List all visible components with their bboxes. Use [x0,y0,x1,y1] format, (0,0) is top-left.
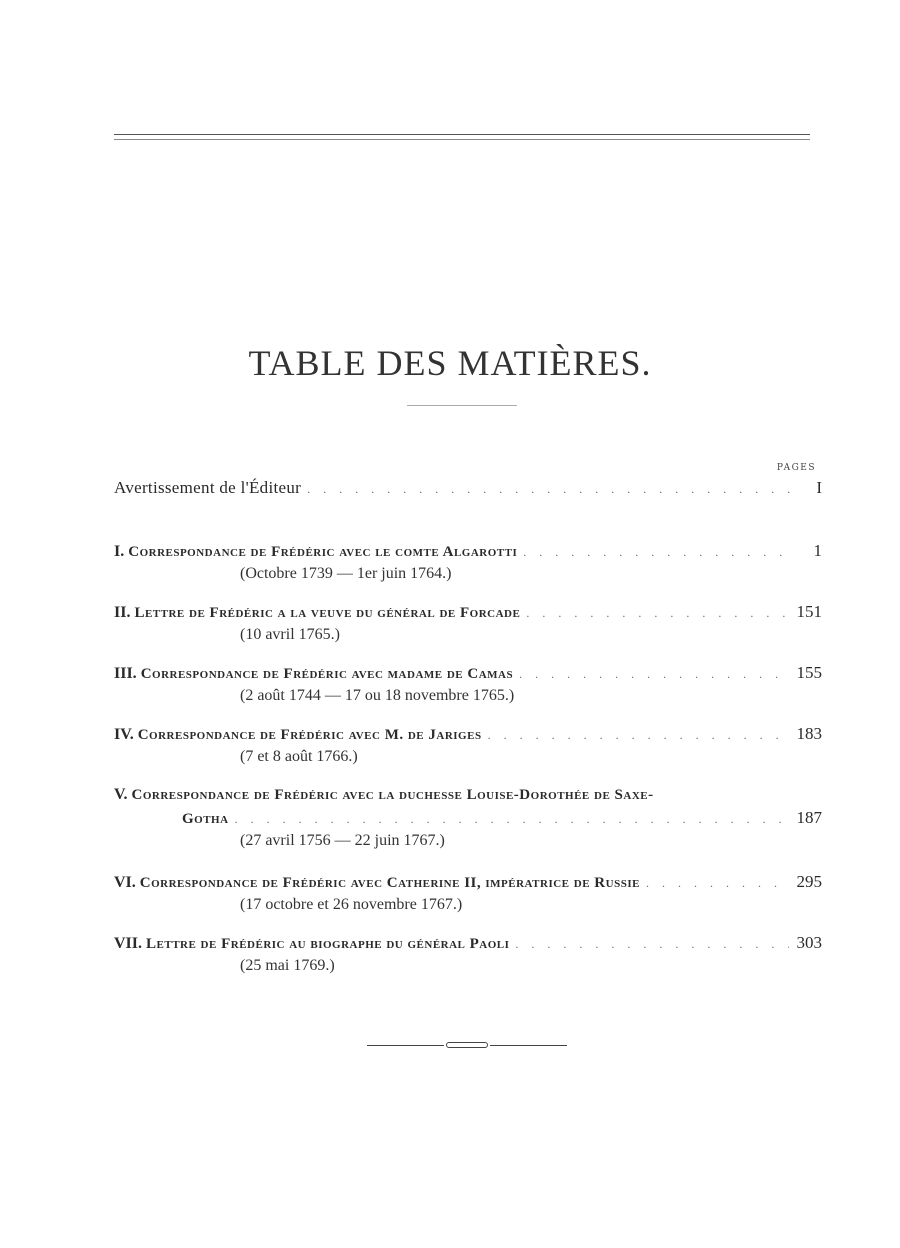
entry-page: 155 [796,663,822,682]
leader-dots [515,937,788,952]
entry-dates: (25 mai 1769.) [240,957,335,974]
toc-entry-2[interactable] [114,602,822,644]
entry-numeral: VII. [114,935,143,952]
entry-numeral: I. [114,543,125,560]
avertissement-label: Avertissement de l'Éditeur [114,478,302,497]
leader-dots [526,606,788,621]
leader-dots [523,545,794,560]
entry-title-continuation: Gotha [182,811,229,827]
entry-page: 151 [796,602,822,621]
avertissement-page: I [816,478,822,497]
entry-numeral: V. [114,786,128,803]
entry-title: Lettre de Frédéric a la veuve du général de Forcade [134,605,521,621]
entry-page: 183 [796,724,822,743]
leader-dots [235,812,789,827]
entry-dates: (Octobre 1739 — 1er juin 1764.) [240,565,452,582]
toc-entry-5[interactable] [114,786,822,850]
entry-page: 1 [813,541,822,560]
entry-numeral: III. [114,665,137,682]
title-ornament [407,405,517,407]
top-rule [114,134,810,140]
entry-page: 303 [796,933,822,952]
entry-numeral: VI. [114,874,136,891]
toc-entry-3[interactable] [114,663,822,705]
toc-entry-1[interactable] [114,541,822,583]
entry-title: Lettre de Frédéric au biographe du général Paoli [146,936,510,952]
entry-numeral: II. [114,604,131,621]
leader-dots [519,667,788,682]
toc-entry-6[interactable] [114,872,822,914]
entry-dates: (10 avril 1765.) [240,626,340,643]
leader-dots [488,728,789,743]
entry-dates: (7 et 8 août 1766.) [240,748,358,765]
entry-dates: (2 août 1744 — 17 ou 18 novembre 1765.) [240,687,515,704]
entry-dates: (27 avril 1756 — 22 juin 1767.) [240,832,445,849]
page-title: TABLE DES MATIÈRES. [248,343,652,384]
entry-page: 187 [796,808,822,827]
entry-numeral: IV. [114,726,134,743]
entry-title: Correspondance de Frédéric avec madame de Camas [140,666,514,682]
toc-entry-4[interactable] [114,724,822,766]
leader-dots [307,482,794,497]
entry-title: Correspondance de Frédéric avec M. de Jariges [137,727,482,743]
bottom-ornament [367,1042,567,1048]
toc-avertissement[interactable] [114,478,822,498]
entry-title: Correspondance de Frédéric avec le comte Algarotti [128,544,518,560]
toc-entry-7[interactable] [114,933,822,975]
pages-column-label: PAGES [776,463,816,473]
leader-dots [646,876,789,891]
entry-title: Correspondance de Frédéric avec la duchesse Louise-Dorothée de Saxe- [131,787,654,803]
entry-title: Correspondance de Frédéric avec Catherine II, impératrice de Russie [139,875,640,891]
entry-page: 295 [796,872,822,891]
entry-dates: (17 octobre et 26 novembre 1767.) [240,896,463,913]
